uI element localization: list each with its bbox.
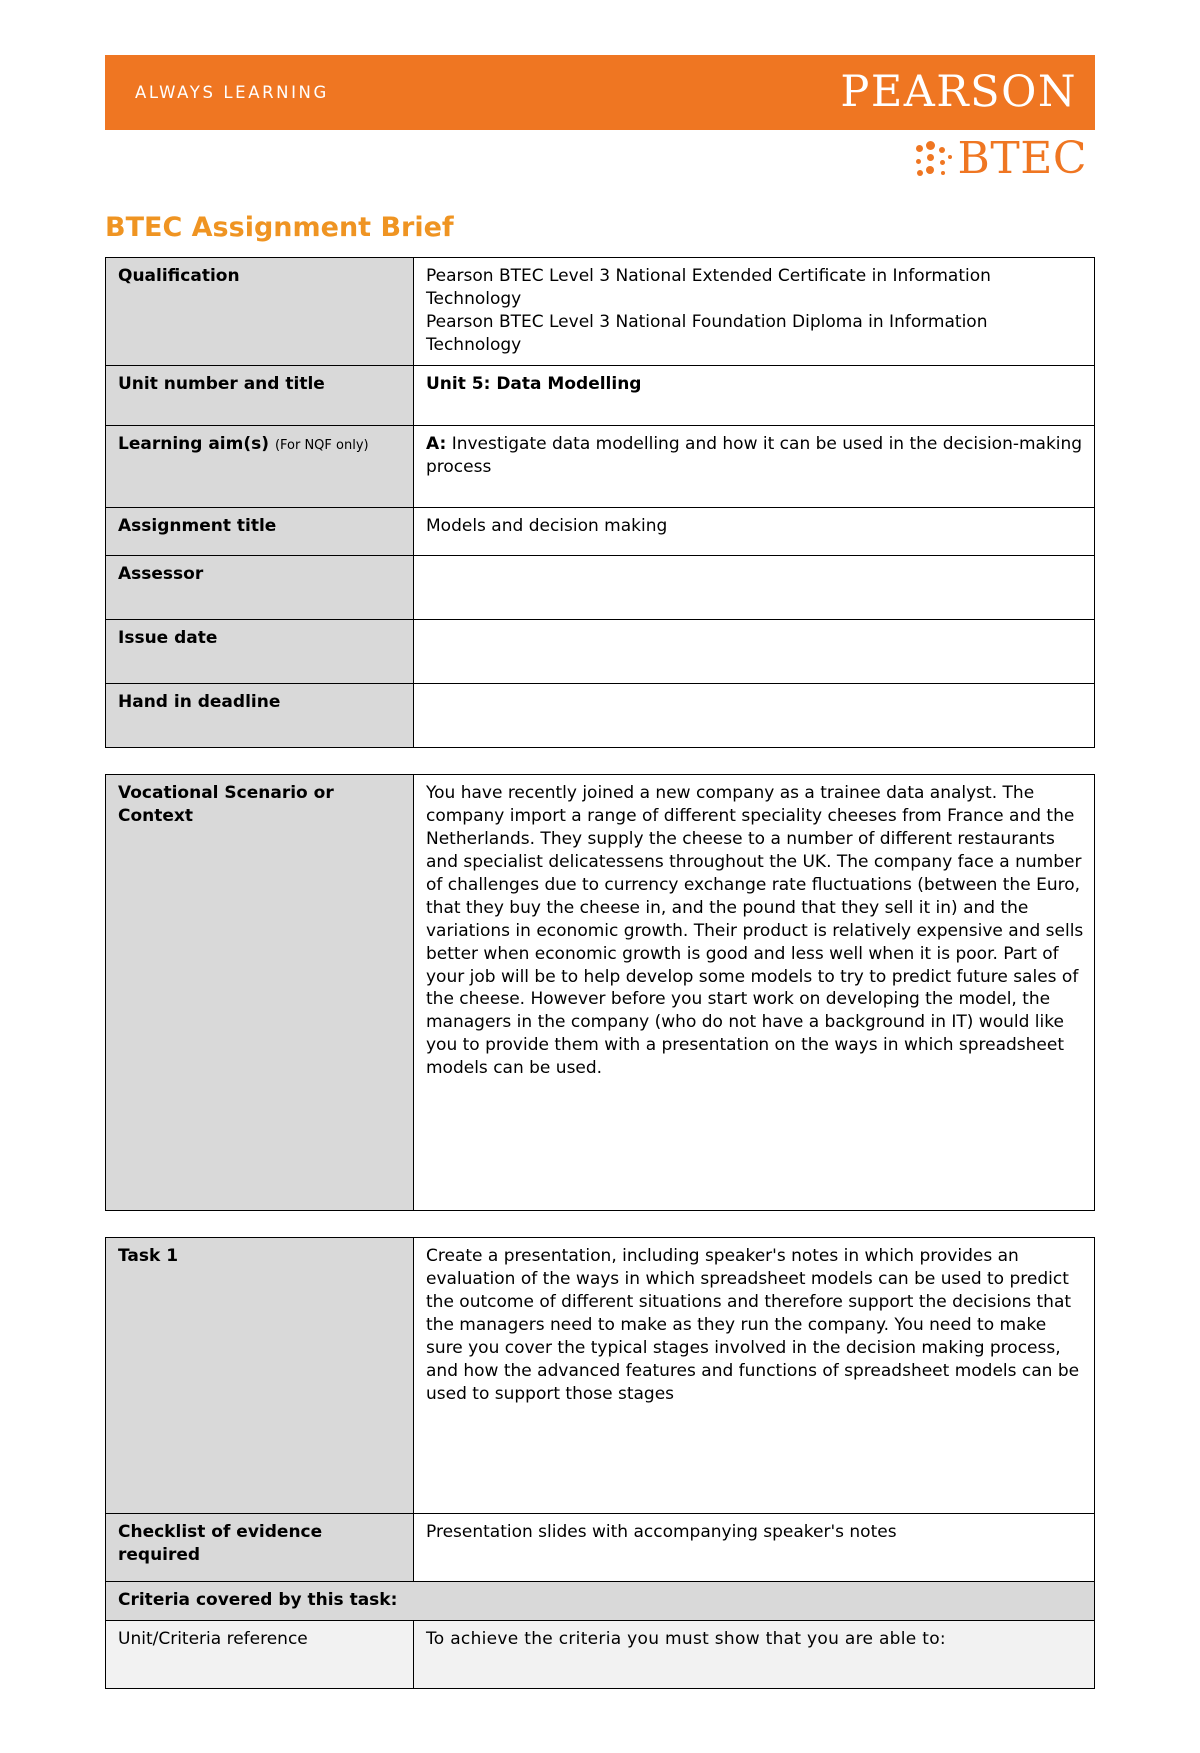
btec-logo xyxy=(105,130,1095,188)
table-row xyxy=(106,508,1095,556)
pearson-banner xyxy=(105,55,1095,130)
table-row xyxy=(106,1238,1095,1514)
table-row xyxy=(106,775,1095,1211)
table-row xyxy=(106,258,1095,366)
table-row xyxy=(106,366,1095,426)
scenario-text: You have recently joined a new company as a trainee data analyst. The company import a range of different speciality cheeses from France and the Netherlands. They supply the cheese to a number of different restaurants and specialist delicatessens throughout the UK. The company face a number of challenges due to currency exchange rate fluctuations (between the Euro, that they buy the cheese in, and the pound that they sell it in) and the variations in economic growth. Their product is relatively expensive and sells better when economic growth is good and less well when it is poor. Part of your job will be to help develop some models to try to predict future sales of the cheese. However before you start work on developing the model, the managers in the company (who do not have a background in IT) would like you to provide them with a presentation on the ways in which spreadsheet models can be used. xyxy=(414,775,1095,1211)
table-row xyxy=(106,620,1095,684)
task-label: Task 1 xyxy=(106,1238,414,1514)
pearson-logo: PEARSON xyxy=(840,67,1077,117)
header-banner-area xyxy=(0,55,1200,188)
learning-aim-label: Learning aim(s) xyxy=(118,434,270,454)
row-value-qualification xyxy=(414,258,1095,366)
learning-aim-note: (For NQF only) xyxy=(274,438,369,453)
learning-aim-text: Investigate data modelling and how it can be used in the decision-making process xyxy=(426,434,1083,477)
row-value-assignment-title: Models and decision making xyxy=(414,508,1095,556)
qualification-line-2: Pearson BTEC Level 3 National Foundation Diploma in Information Technology xyxy=(426,311,988,355)
task-text: Create a presentation, including speaker's notes in which provides an evaluation of the ways in which spreadsheet models can be used to predict the outcome of different situations and therefore support the decisions that the managers need to make as they run the company. You need to make sure you cover the typical stages involved in the decision making process, and how the advanced features and functions of spreadsheet models can be used to support those stages xyxy=(414,1238,1095,1514)
row-label-assessor: Assessor xyxy=(106,556,414,620)
criteria-ref-header: Unit/Criteria reference xyxy=(106,1620,414,1688)
btec-wordmark: BTEC xyxy=(957,133,1087,184)
checklist-label: Checklist of evidence required xyxy=(106,1514,414,1582)
criteria-heading: Criteria covered by this task: xyxy=(106,1582,1095,1621)
learning-aim-letter: A: xyxy=(426,434,447,454)
table-row xyxy=(106,1620,1095,1688)
row-value-learning-aim xyxy=(414,426,1095,508)
always-learning-tagline: ALWAYS LEARNING xyxy=(135,83,329,102)
assignment-info-table xyxy=(105,257,1095,748)
row-label-learning-aim xyxy=(106,426,414,508)
task-table xyxy=(105,1237,1095,1689)
row-label-hand-in-deadline: Hand in deadline xyxy=(106,684,414,748)
row-value-issue-date[interactable] xyxy=(414,620,1095,684)
row-label-unit: Unit number and title xyxy=(106,366,414,426)
vocational-scenario-table xyxy=(105,774,1095,1211)
checklist-value: Presentation slides with accompanying speaker's notes xyxy=(414,1514,1095,1582)
table-row xyxy=(106,1582,1095,1621)
row-label-issue-date: Issue date xyxy=(106,620,414,684)
row-value-unit: Unit 5: Data Modelling xyxy=(414,366,1095,426)
btec-dots-icon xyxy=(914,139,954,179)
brief-tables xyxy=(0,257,1200,1689)
qualification-line-1: Pearson BTEC Level 3 National Extended Certificate in Information Technology xyxy=(426,266,991,309)
table-row xyxy=(106,1514,1095,1582)
document-page xyxy=(0,55,1200,1753)
row-value-assessor[interactable] xyxy=(414,556,1095,620)
scenario-label: Vocational Scenario or Context xyxy=(106,775,414,1211)
table-row xyxy=(106,684,1095,748)
row-label-assignment-title: Assignment title xyxy=(106,508,414,556)
table-row xyxy=(106,556,1095,620)
row-label-qualification: Qualification xyxy=(106,258,414,366)
criteria-desc-header: To achieve the criteria you must show that you are able to: xyxy=(414,1620,1095,1688)
row-value-hand-in-deadline[interactable] xyxy=(414,684,1095,748)
table-row xyxy=(106,426,1095,508)
page-title: BTEC Assignment Brief xyxy=(105,212,454,243)
